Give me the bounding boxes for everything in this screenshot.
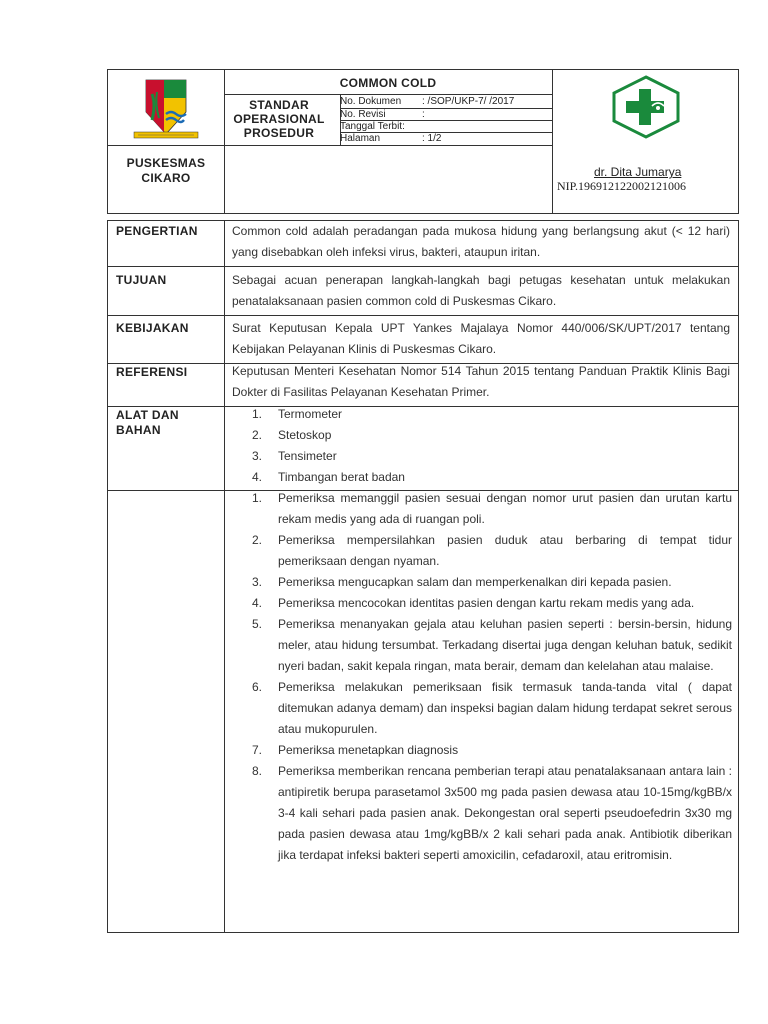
label-pengertian: PENGERTIAN — [116, 224, 198, 238]
divider — [108, 266, 738, 267]
puskesmas-logo — [608, 75, 684, 139]
list-item-text: Stetoskop — [278, 428, 332, 442]
list-item — [232, 572, 732, 593]
meta-dokumen — [340, 96, 514, 107]
list-number: 3. — [252, 575, 263, 589]
signatory-nip: NIP.196912122002121006 — [557, 179, 687, 193]
label-referensi: REFERENSI — [116, 365, 188, 379]
document-title: COMMON COLD — [339, 76, 437, 90]
list-number: 8. — [252, 764, 263, 778]
list-item — [232, 740, 732, 761]
text-kebijakan: Surat Keputusan Kepala UPT Yankes Majalaya Nomor 440/006/SK/UPT/2017 tentang Kebijakan Pelayanan Klinis di Puskesmas Cikaro. — [232, 321, 730, 356]
list-number: 3. — [252, 449, 263, 463]
meta-value: : — [402, 121, 405, 132]
list-item-text: Pemeriksa mengucapkan salam dan memperkenalkan diri kepada pasien. — [278, 575, 672, 589]
divider — [224, 94, 552, 95]
list-item — [232, 467, 732, 488]
meta-value: : — [422, 109, 425, 120]
organization-name — [108, 156, 224, 186]
list-item-text: Pemeriksa menetapkan diagnosis — [278, 743, 459, 757]
list-item — [232, 488, 732, 530]
label-kebijakan: KEBIJAKAN — [116, 321, 189, 335]
label-alat-dan-bahan — [116, 408, 179, 438]
list-item-text: Pemeriksa mempersilahkan pasien duduk atau berbaring di tempat tidur pemeriksaan dengan nyaman. — [278, 533, 732, 568]
langkah-list — [232, 488, 732, 866]
sop-label-line: OPERASIONAL — [233, 112, 325, 126]
divider — [224, 70, 225, 213]
sop-label-line: PROSEDUR — [243, 126, 315, 140]
meta-key: No. Revisi — [340, 109, 386, 120]
list-item — [232, 404, 732, 425]
divider — [108, 145, 552, 146]
meta-value: : 1/2 — [422, 133, 442, 144]
label-line: BAHAN — [116, 423, 161, 437]
list-number: 7. — [252, 743, 263, 757]
meta-key: No. Dokumen — [340, 96, 402, 107]
meta-value: : /SOP/UKP-7/ /2017 — [422, 96, 515, 107]
list-number: 1. — [252, 407, 263, 421]
meta-halaman — [340, 133, 441, 144]
list-number: 2. — [252, 533, 263, 547]
list-item — [232, 677, 732, 740]
divider — [224, 221, 225, 932]
text-pengertian: Common cold adalah peradangan pada mukosa hidung yang berlangsung akut (< 12 hari) yang disebabkan oleh infeksi virus, bakteri, ataupun iritan. — [232, 224, 730, 259]
list-number: 5. — [252, 617, 263, 631]
list-item-text: Termometer — [278, 407, 343, 421]
sop-header-table — [107, 69, 739, 214]
divider — [108, 315, 738, 316]
label-line: ALAT DAN — [116, 408, 179, 422]
text-tujuan: Sebagai acuan penerapan langkah-langkah bagi petugas kesehatan untuk melakukan penatalaksanaan pasien common cold di Puskesmas Cikaro. — [232, 273, 730, 308]
divider — [552, 70, 553, 213]
sop-label-line: STANDAR — [249, 98, 309, 112]
meta-revisi — [340, 109, 425, 120]
alat-list — [232, 404, 732, 488]
list-item — [232, 614, 732, 677]
list-number: 1. — [252, 491, 263, 505]
list-item — [232, 593, 732, 614]
label-tujuan: TUJUAN — [116, 273, 167, 287]
list-item — [232, 761, 732, 866]
sop-label — [224, 98, 334, 140]
list-item-text: Pemeriksa memanggil pasien sesuai dengan nomor urut pasien dan urutan kartu rekam medis yang ada di ruangan poli. — [278, 491, 732, 526]
list-item-text: Pemeriksa melakukan pemeriksaan fisik termasuk tanda-tanda vital ( dapat ditemukan adanya demam) dan inspeksi bagian dalam hidung terdapat sekret serous atau mukopurulen. — [278, 680, 732, 736]
kabupaten-logo — [124, 74, 208, 140]
org-line: PUSKESMAS — [126, 156, 206, 170]
list-item-text: Timbangan berat badan — [278, 470, 405, 484]
list-item-text: Pemeriksa mencocokan identitas pasien dengan kartu rekam medis yang ada. — [278, 596, 695, 610]
meta-key: Halaman — [340, 133, 381, 144]
list-number: 6. — [252, 680, 263, 694]
list-number: 2. — [252, 428, 263, 442]
list-item — [232, 425, 732, 446]
list-item-text: Pemeriksa memberikan rencana pemberian terapi atau penatalaksanaan antara lain : antipiretik berupa parasetamol 3x500 mg pada pasien dewasa atau 10-15mg/kgBB/x 3-4 kali sehari pada pasien anak. Dekongestan oral seperti pseudoefedrin 3x30 mg pada pasien dewasa atau 1mg/kgBB/x 2 kali sehari pada anak. Antibiotik diberikan jika terdapat infeksi bakteri seperti amoxicilin, cefadaroxil, atau eritromisin. — [278, 764, 732, 862]
meta-tanggal-terbit — [340, 121, 405, 132]
org-line: CIKARO — [141, 171, 191, 185]
signatory-name: dr. Dita Jumarya — [594, 165, 682, 179]
meta-key: Tanggal Terbit — [340, 121, 403, 132]
text-referensi: Keputusan Menteri Kesehatan Nomor 514 Tahun 2015 tentang Panduan Praktik Klinis Bagi Dokter di Fasilitas Pelayanan Kesehatan Primer. — [232, 364, 730, 399]
list-number: 4. — [252, 470, 263, 484]
list-item-text: Tensimeter — [278, 449, 337, 463]
sop-body-table — [107, 220, 739, 933]
list-number: 4. — [252, 596, 263, 610]
list-item — [232, 530, 732, 572]
list-item-text: Pemeriksa menanyakan gejala atau keluhan pasien seperti : bersin-bersin, hidung meler, atau hidung tersumbat. Terkadang disertai juga dengan keluhan batuk, sedikit nyeri badan, sakit kepala ringan, mata berair, demam dan kelelahan atau malaise. — [278, 617, 732, 673]
list-item — [232, 446, 732, 467]
